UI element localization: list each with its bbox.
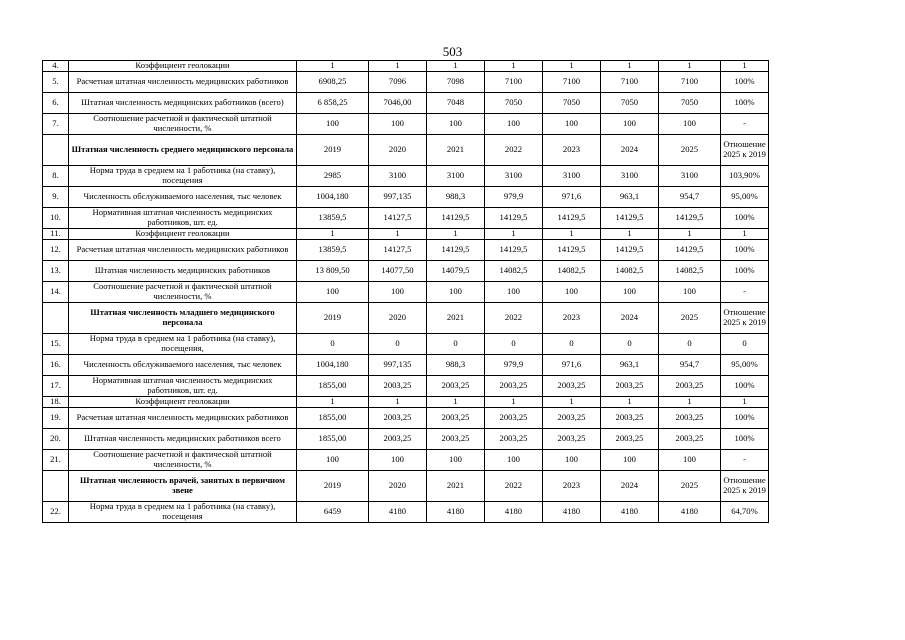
ratio-cell: 1 xyxy=(721,61,769,72)
value-cell: 7100 xyxy=(659,72,721,93)
row-label: Нормативная штатная численность медицинских работников, шт. ед. xyxy=(69,208,297,229)
table-row xyxy=(43,261,769,282)
year-header-cell: 2023 xyxy=(543,135,601,166)
page-number: 503 xyxy=(442,44,463,59)
value-cell: 1 xyxy=(485,229,543,240)
ratio-cell: 1 xyxy=(721,229,769,240)
value-cell: 1 xyxy=(297,229,369,240)
value-cell: 997,135 xyxy=(369,187,427,208)
value-cell: 7100 xyxy=(543,72,601,93)
row-number: 9. xyxy=(43,187,69,208)
value-cell: 6 858,25 xyxy=(297,93,369,114)
table-row xyxy=(43,187,769,208)
row-number: 8. xyxy=(43,166,69,187)
staffing-table xyxy=(42,60,769,523)
section-header-row xyxy=(43,471,769,502)
value-cell: 13 809,50 xyxy=(297,261,369,282)
ratio-cell: 100% xyxy=(721,408,769,429)
value-cell: 2003,25 xyxy=(427,376,485,397)
year-header-cell: 2021 xyxy=(427,135,485,166)
value-cell: 14129,5 xyxy=(543,208,601,229)
row-label: Соотношение расчетной и фактической штатной численности, % xyxy=(69,450,297,471)
table-row xyxy=(43,355,769,376)
value-cell: 100 xyxy=(369,114,427,135)
value-cell: 6459 xyxy=(297,502,369,523)
value-cell: 1 xyxy=(659,229,721,240)
value-cell: 100 xyxy=(485,282,543,303)
value-cell: 2003,25 xyxy=(659,408,721,429)
year-header-cell: 2021 xyxy=(427,471,485,502)
table-row xyxy=(43,502,769,523)
value-cell: 1 xyxy=(427,229,485,240)
value-cell: 979,9 xyxy=(485,355,543,376)
value-cell: 100 xyxy=(427,450,485,471)
value-cell: 0 xyxy=(297,334,369,355)
table-row xyxy=(43,61,769,72)
value-cell: 2003,25 xyxy=(427,408,485,429)
value-cell: 100 xyxy=(297,450,369,471)
value-cell: 100 xyxy=(543,114,601,135)
year-header-cell: 2024 xyxy=(601,303,659,334)
value-cell: 2003,25 xyxy=(601,408,659,429)
row-number: 22. xyxy=(43,502,69,523)
row-label: Нормативная штатная численность медицинских работников, шт. ед. xyxy=(69,376,297,397)
value-cell: 1 xyxy=(601,397,659,408)
row-number: 16. xyxy=(43,355,69,376)
value-cell: 2003,25 xyxy=(369,429,427,450)
value-cell: 2003,25 xyxy=(659,429,721,450)
value-cell: 14077,50 xyxy=(369,261,427,282)
row-number xyxy=(43,135,69,166)
value-cell: 14079,5 xyxy=(427,261,485,282)
value-cell: 100 xyxy=(297,282,369,303)
value-cell: 0 xyxy=(369,334,427,355)
value-cell: 1 xyxy=(369,229,427,240)
value-cell: 14127,5 xyxy=(369,240,427,261)
ratio-cell: - xyxy=(721,282,769,303)
row-number: 19. xyxy=(43,408,69,429)
table-row xyxy=(43,429,769,450)
value-cell: 3100 xyxy=(427,166,485,187)
row-number: 21. xyxy=(43,450,69,471)
row-label: Штатная численность медицинских работников всего xyxy=(69,429,297,450)
ratio-cell: 100% xyxy=(721,261,769,282)
value-cell: 971,6 xyxy=(543,355,601,376)
value-cell: 7046,00 xyxy=(369,93,427,114)
year-header-cell: 2019 xyxy=(297,303,369,334)
value-cell: 979,9 xyxy=(485,187,543,208)
year-header-cell: 2025 xyxy=(659,471,721,502)
value-cell: 14129,5 xyxy=(659,240,721,261)
value-cell: 100 xyxy=(543,450,601,471)
row-number: 18. xyxy=(43,397,69,408)
ratio-cell: - xyxy=(721,114,769,135)
row-number: 6. xyxy=(43,93,69,114)
value-cell: 2003,25 xyxy=(543,408,601,429)
value-cell: 14129,5 xyxy=(427,240,485,261)
value-cell: 4180 xyxy=(369,502,427,523)
year-header-cell: 2020 xyxy=(369,303,427,334)
row-label: Численность обслуживаемого населения, тыс человек xyxy=(69,187,297,208)
value-cell: 100 xyxy=(659,282,721,303)
value-cell: 7098 xyxy=(427,72,485,93)
row-label: Численность обслуживаемого населения, тыс человек xyxy=(69,355,297,376)
ratio-cell: 100% xyxy=(721,208,769,229)
value-cell: 100 xyxy=(297,114,369,135)
value-cell: 4180 xyxy=(485,502,543,523)
value-cell: 7100 xyxy=(601,72,659,93)
value-cell: 100 xyxy=(659,450,721,471)
row-number: 20. xyxy=(43,429,69,450)
value-cell: 2003,25 xyxy=(485,408,543,429)
value-cell: 4180 xyxy=(543,502,601,523)
value-cell: 3100 xyxy=(601,166,659,187)
year-header-cell: 2020 xyxy=(369,135,427,166)
value-cell: 14082,5 xyxy=(601,261,659,282)
year-header-cell: 2023 xyxy=(543,303,601,334)
year-header-cell: 2024 xyxy=(601,135,659,166)
ratio-cell: 100% xyxy=(721,376,769,397)
row-label: Штатная численность медицинских работников (всего) xyxy=(69,93,297,114)
value-cell: 100 xyxy=(369,282,427,303)
value-cell: 3100 xyxy=(369,166,427,187)
value-cell: 14082,5 xyxy=(543,261,601,282)
value-cell: 1004,180 xyxy=(297,355,369,376)
value-cell: 2985 xyxy=(297,166,369,187)
ratio-cell: 95,00% xyxy=(721,355,769,376)
ratio-cell: 100% xyxy=(721,72,769,93)
row-number: 11. xyxy=(43,229,69,240)
year-header-cell: 2019 xyxy=(297,135,369,166)
value-cell: 988,3 xyxy=(427,187,485,208)
value-cell: 13859,5 xyxy=(297,240,369,261)
value-cell: 0 xyxy=(601,334,659,355)
row-label: Норма труда в среднем на 1 работника (на ставку), посещения xyxy=(69,502,297,523)
value-cell: 3100 xyxy=(659,166,721,187)
value-cell: 1 xyxy=(485,61,543,72)
row-label: Коэффициент геолокации xyxy=(69,61,297,72)
value-cell: 0 xyxy=(427,334,485,355)
ratio-cell: Отношение 2025 к 2019 xyxy=(721,135,769,166)
value-cell: 2003,25 xyxy=(659,376,721,397)
row-label: Расчетная штатная численность медицинских работников xyxy=(69,72,297,93)
value-cell: 4180 xyxy=(601,502,659,523)
row-number xyxy=(43,471,69,502)
value-cell: 1855,00 xyxy=(297,429,369,450)
value-cell: 954,7 xyxy=(659,355,721,376)
value-cell: 100 xyxy=(427,282,485,303)
ratio-cell: Отношение 2025 к 2019 xyxy=(721,303,769,334)
section-header-row xyxy=(43,303,769,334)
table-row xyxy=(43,208,769,229)
value-cell: 13859,5 xyxy=(297,208,369,229)
year-header-cell: 2021 xyxy=(427,303,485,334)
year-header-cell: 2022 xyxy=(485,135,543,166)
value-cell: 1 xyxy=(543,61,601,72)
value-cell: 1 xyxy=(601,61,659,72)
value-cell: 2003,25 xyxy=(427,429,485,450)
value-cell: 963,1 xyxy=(601,355,659,376)
table-row xyxy=(43,397,769,408)
section-title: Штатная численность врачей, занятых в первичном звене xyxy=(69,471,297,502)
value-cell: 1 xyxy=(427,61,485,72)
ratio-cell: Отношение 2025 к 2019 xyxy=(721,471,769,502)
year-header-cell: 2019 xyxy=(297,471,369,502)
value-cell: 2003,25 xyxy=(601,376,659,397)
row-number: 13. xyxy=(43,261,69,282)
row-label: Соотношение расчетной и фактической штатной численности, % xyxy=(69,114,297,135)
value-cell: 1 xyxy=(543,229,601,240)
value-cell: 1855,00 xyxy=(297,376,369,397)
value-cell: 1 xyxy=(659,397,721,408)
value-cell: 7050 xyxy=(659,93,721,114)
row-label: Соотношение расчетной и фактической штатной численности, % xyxy=(69,282,297,303)
value-cell: 7048 xyxy=(427,93,485,114)
year-header-cell: 2025 xyxy=(659,303,721,334)
value-cell: 0 xyxy=(659,334,721,355)
row-number: 14. xyxy=(43,282,69,303)
value-cell: 100 xyxy=(485,450,543,471)
table-row xyxy=(43,334,769,355)
value-cell: 7050 xyxy=(543,93,601,114)
value-cell: 100 xyxy=(659,114,721,135)
ratio-cell: 103,90% xyxy=(721,166,769,187)
value-cell: 1 xyxy=(543,397,601,408)
value-cell: 954,7 xyxy=(659,187,721,208)
table-row xyxy=(43,93,769,114)
row-number: 4. xyxy=(43,61,69,72)
table-row xyxy=(43,114,769,135)
value-cell: 1 xyxy=(601,229,659,240)
value-cell: 4180 xyxy=(659,502,721,523)
row-label: Коэффициент геолокации xyxy=(69,229,297,240)
value-cell: 971,6 xyxy=(543,187,601,208)
ratio-cell: 1 xyxy=(721,397,769,408)
ratio-cell: 100% xyxy=(721,240,769,261)
section-title: Штатная численность младшего медицинского персонала xyxy=(69,303,297,334)
value-cell: 14129,5 xyxy=(601,240,659,261)
value-cell: 1004,180 xyxy=(297,187,369,208)
ratio-cell: 64,70% xyxy=(721,502,769,523)
table-row xyxy=(43,240,769,261)
table-row xyxy=(43,376,769,397)
value-cell: 7096 xyxy=(369,72,427,93)
ratio-cell: 100% xyxy=(721,93,769,114)
row-label: Расчетная штатная численность медицинских работников xyxy=(69,240,297,261)
ratio-cell: 0 xyxy=(721,334,769,355)
row-number: 5. xyxy=(43,72,69,93)
value-cell: 2003,25 xyxy=(543,429,601,450)
value-cell: 2003,25 xyxy=(369,408,427,429)
row-label: Норма труда в среднем на 1 работника (на ставку), посещения xyxy=(69,166,297,187)
row-number: 17. xyxy=(43,376,69,397)
value-cell: 14129,5 xyxy=(659,208,721,229)
value-cell: 2003,25 xyxy=(601,429,659,450)
table-body xyxy=(43,61,769,523)
value-cell: 7050 xyxy=(485,93,543,114)
value-cell: 100 xyxy=(485,114,543,135)
table-row xyxy=(43,229,769,240)
value-cell: 14129,5 xyxy=(543,240,601,261)
value-cell: 3100 xyxy=(543,166,601,187)
value-cell: 1 xyxy=(369,397,427,408)
value-cell: 2003,25 xyxy=(485,376,543,397)
table-row xyxy=(43,72,769,93)
row-label: Штатная численность медицинских работников xyxy=(69,261,297,282)
table-row xyxy=(43,450,769,471)
value-cell: 1 xyxy=(659,61,721,72)
section-header-row xyxy=(43,135,769,166)
value-cell: 7050 xyxy=(601,93,659,114)
row-label: Расчетная штатная численность медицинских работников xyxy=(69,408,297,429)
row-label: Коэффициент геолокации xyxy=(69,397,297,408)
ratio-cell: 100% xyxy=(721,429,769,450)
table-row xyxy=(43,166,769,187)
value-cell: 100 xyxy=(601,282,659,303)
table-row xyxy=(43,408,769,429)
year-header-cell: 2022 xyxy=(485,303,543,334)
row-number: 10. xyxy=(43,208,69,229)
value-cell: 7100 xyxy=(485,72,543,93)
row-number: 15. xyxy=(43,334,69,355)
value-cell: 14127,5 xyxy=(369,208,427,229)
ratio-cell: 95,00% xyxy=(721,187,769,208)
row-number xyxy=(43,303,69,334)
value-cell: 14129,5 xyxy=(485,240,543,261)
year-header-cell: 2022 xyxy=(485,471,543,502)
value-cell: 0 xyxy=(485,334,543,355)
value-cell: 963,1 xyxy=(601,187,659,208)
value-cell: 1 xyxy=(485,397,543,408)
row-number: 12. xyxy=(43,240,69,261)
year-header-cell: 2025 xyxy=(659,135,721,166)
value-cell: 6908,25 xyxy=(297,72,369,93)
value-cell: 1 xyxy=(427,397,485,408)
value-cell: 4180 xyxy=(427,502,485,523)
row-label: Норма труда в среднем на 1 работника (на ставку), посещения, xyxy=(69,334,297,355)
value-cell: 100 xyxy=(601,450,659,471)
value-cell: 1855,00 xyxy=(297,408,369,429)
value-cell: 100 xyxy=(601,114,659,135)
value-cell: 2003,25 xyxy=(543,376,601,397)
value-cell: 14129,5 xyxy=(427,208,485,229)
value-cell: 14082,5 xyxy=(485,261,543,282)
value-cell: 14129,5 xyxy=(601,208,659,229)
year-header-cell: 2020 xyxy=(369,471,427,502)
value-cell: 1 xyxy=(297,397,369,408)
value-cell: 1 xyxy=(297,61,369,72)
value-cell: 14082,5 xyxy=(659,261,721,282)
value-cell: 1 xyxy=(369,61,427,72)
value-cell: 988,3 xyxy=(427,355,485,376)
year-header-cell: 2024 xyxy=(601,471,659,502)
value-cell: 100 xyxy=(543,282,601,303)
section-title: Штатная численность среднего медицинского персонала xyxy=(69,135,297,166)
value-cell: 3100 xyxy=(485,166,543,187)
table-row xyxy=(43,282,769,303)
row-number: 7. xyxy=(43,114,69,135)
value-cell: 2003,25 xyxy=(485,429,543,450)
value-cell: 100 xyxy=(369,450,427,471)
value-cell: 0 xyxy=(543,334,601,355)
value-cell: 100 xyxy=(427,114,485,135)
ratio-cell: - xyxy=(721,450,769,471)
value-cell: 997,135 xyxy=(369,355,427,376)
year-header-cell: 2023 xyxy=(543,471,601,502)
value-cell: 14129,5 xyxy=(485,208,543,229)
value-cell: 2003,25 xyxy=(369,376,427,397)
